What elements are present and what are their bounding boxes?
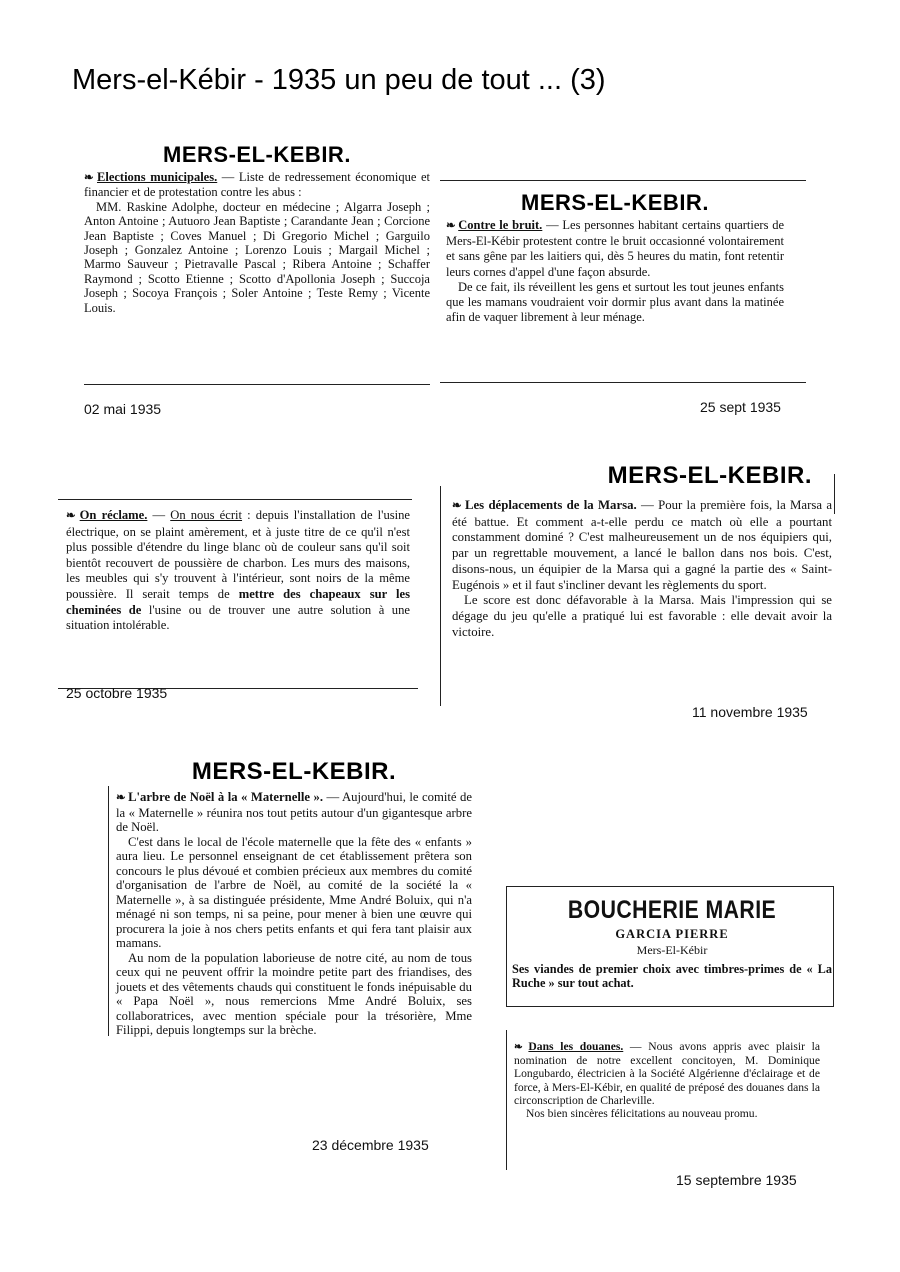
column-rule [506, 1006, 834, 1007]
column-rule [440, 486, 441, 706]
ad-title: BOUCHERIE MARIE [567, 896, 777, 924]
article-paragraph: MM. Raskine Adolphe, docteur en médecine ; Algarra Joseph ; Anton Antoine ; Autuoro Jean Baptiste ; Carandante Jean ; Corcione Jean Baptiste ; Coves Manuel ; Di Gregorio Michel ; Garguilo Joseph ; Gonzalez Antoine ; Lorenzo Louis ; Margail Michel ; Marmo Sauveur ; Pietravalle Pascal ; Ribera Antoine ; Schaffer Raymond ; Scotto Etienne ; Scotto d'Apollonia Joseph ; Succoja Joseph ; Socoya François ; Soler Antoine ; Teste Remy ; Vicente Louis. [84, 199, 430, 315]
column-rule [440, 382, 806, 383]
clip-headline: MERS-EL-KEBIR. [607, 462, 812, 489]
article-paragraph: Nos bien sincères félicitations au nouveau promu. [526, 1107, 758, 1121]
ad-location: Mers-El-Kébir [636, 943, 708, 957]
clip-on-reclame [66, 508, 410, 634]
column-rule [506, 886, 507, 1006]
ad-subtitle: GARCIA PIERRE [615, 927, 729, 941]
clip-body [446, 218, 784, 325]
clip-dans-les-douanes [514, 1040, 820, 1120]
clip-body: ❧ On réclame. — On nous écrit : depuis l'installation de l'usine électrique, on se plaint amèrement, et à juste titre de ce qu'il n'est plus possible d'étendre du linge blanc où de couleur sans qu'il soit bientôt recouvert de poussière de charbon. Les murs des maisons, les meubles qui s'y trouvent à l'intérieur, sont noirs de la même poussière. Il serait temps de mettre des chapeaux sur les cheminées de l'usine ou de trouver une autre solution à une situation intolérable. [66, 508, 411, 633]
clip-contre-le-bruit [446, 190, 784, 325]
clip-body [84, 170, 430, 315]
article-lead: Elections municipales. [97, 170, 218, 184]
article-paragraph: C'est dans le local de l'école maternelle que la fête des « enfants » aura lieu. Le personnel enseignant de cet établissement prêtera son concours le plus dévoué et combien précieux aux membres du comité d'organisation de l'arbre de Noël, au comité de la société la « Maternelle », à sa distinguée présidente, Mme André Boluix, qui n'a ménagé ni son temps, ni sa peine, pour mener à bien une œuvre qui procurera la joie à nos chers petits enfants et qui fera tant plaisir aux mamans. [116, 834, 472, 950]
ad-text: Ses viandes de premier choix avec timbres-primes de « La Ruche » sur tout achat. [512, 962, 832, 991]
article-lead: Les déplacements de la Marsa. [464, 498, 637, 512]
article-paragraph: — Les personnes habitant certains quartiers de Mers-El-Kébir protestent contre le bruit occasionné volontairement et sans gêne par les laitiers qui, dès 5 heures du matin, font retentir leurs cornes d'appel d'une façon absurde. [446, 218, 785, 279]
clip-date: 25 sept 1935 [700, 399, 781, 415]
article-intro: — Liste de redressement économique et financier et de protestation contre les abus : [84, 170, 430, 200]
clip-body [452, 498, 832, 640]
column-rule [834, 474, 835, 514]
clip-date: 02 mai 1935 [84, 401, 162, 417]
paragraph-mark-icon: ❧ [84, 172, 93, 184]
article-lead-secondary: On nous écrit [170, 508, 243, 522]
page-title: Mers-el-Kébir - 1935 un peu de tout ... (3) [72, 64, 606, 96]
article-lead: Contre le bruit. [458, 218, 543, 232]
article-paragraph: De ce fait, ils réveillent les gens et surtout les tout jeunes enfants que les mamans voudraient voir dormir plus avant dans la matinée afin de vaquer librement à leur ménage. [446, 279, 784, 325]
clip-headline: MERS-EL-KEBIR. [191, 758, 397, 785]
column-rule [84, 384, 430, 385]
clip-headline: MERS-EL-KEBIR. [521, 190, 709, 215]
paragraph-mark-icon: ❧ [514, 1042, 522, 1053]
column-rule [108, 786, 109, 1036]
column-rule [833, 886, 834, 1006]
clip-arbre-de-noel [116, 758, 472, 1038]
article-paragraph: : depuis l'installation de l'usine électrique, on se plaint amèrement, et à juste titre de ce qu'il n'est plus possible d'étendre du linge blanc où de couleur sans qu'il soit bientôt recouvert de poussière de charbon. Les murs des maisons, les meubles qui s'y trouvent à l'intérieur, sont noirs de la même poussière. Il serait temps de [66, 508, 411, 601]
article-lead: Dans les douanes. [528, 1040, 624, 1053]
clip-body [514, 1040, 820, 1120]
article-paragraph: Au nom de la population laborieuse de notre cité, au nom de tous ceux qui ne peuvent offrir la moindre petite part des friandises, des jouets et des vêtements chauds qui constituent le fonds inépuisable du « Papa Noël », nous remercions Mme André Boluix, ses collaboratrices, avec mention spéciale pour la trésorière, Mme Filippi, depuis longtemps sur la brèche. [116, 950, 472, 1037]
paragraph-mark-icon: ❧ [116, 792, 125, 804]
paragraph-mark-icon: ❧ [452, 500, 461, 512]
article-lead: L'arbre de Noël à la « Maternelle ». [128, 790, 324, 804]
article-paragraph: l'usine ou de trouver une autre solution à une situation intolérable. [66, 602, 410, 633]
clip-date: 11 novembre 1935 [692, 704, 808, 720]
column-rule [440, 180, 806, 181]
article-paragraph: — Aujourd'hui, le comité de la « Maternelle » réunira nos tout petits autour d'un gigantesque arbre de Noël. [116, 790, 473, 834]
article-lead: On réclame. [79, 508, 148, 522]
clip-headline: MERS-EL-KEBIR. [163, 142, 351, 167]
clip-date: 15 septembre 1935 [676, 1172, 797, 1188]
clip-boucherie-marie-ad [512, 896, 832, 990]
clip-deplacements-marsa [452, 462, 832, 640]
article-paragraph: — Nous avons appris avec plaisir la nomination de notre excellent concitoyen, M. Dominique Longubardo, électricien à la Société Algérienne d'éclairage et de force, à Mers-El-Kébir, en qualité de préposé des douanes dans la circonscription de Charleville. [514, 1040, 820, 1107]
clip-body [116, 790, 472, 1038]
clip-date: 25 octobre 1935 [66, 685, 168, 701]
paragraph-mark-icon: ❧ [446, 220, 455, 232]
column-rule [58, 499, 412, 500]
article-paragraph: — Pour la première fois, la Marsa a été battue. Et comment a-t-elle perdu ce match où elle a pourtant constamment dominé ? C'est malheureusement un de nos équipiers qui, par un regrettable mouvement, a lancé le ballon dans nos bois. C'est, disons-nous, un équipier de la Marsa qui a gagné la partie des « Saint-Eugénois » et il faut s'incliner devant les règlements du sport. [452, 498, 833, 592]
clip-date: 23 décembre 1935 [312, 1137, 429, 1153]
paragraph-mark-icon: ❧ [66, 510, 75, 522]
article-emphasis: mettre des chapeaux sur les cheminées de [66, 586, 410, 617]
article-paragraph: Le score est donc défavorable à la Marsa. Mais l'impression qui se dégage du jeu qu'elle a pratiqué lui est favorable : elle devait avoir la victoire. [452, 593, 832, 639]
clip-elections-municipales [84, 142, 430, 315]
column-rule [506, 886, 834, 887]
column-rule [506, 1030, 507, 1170]
